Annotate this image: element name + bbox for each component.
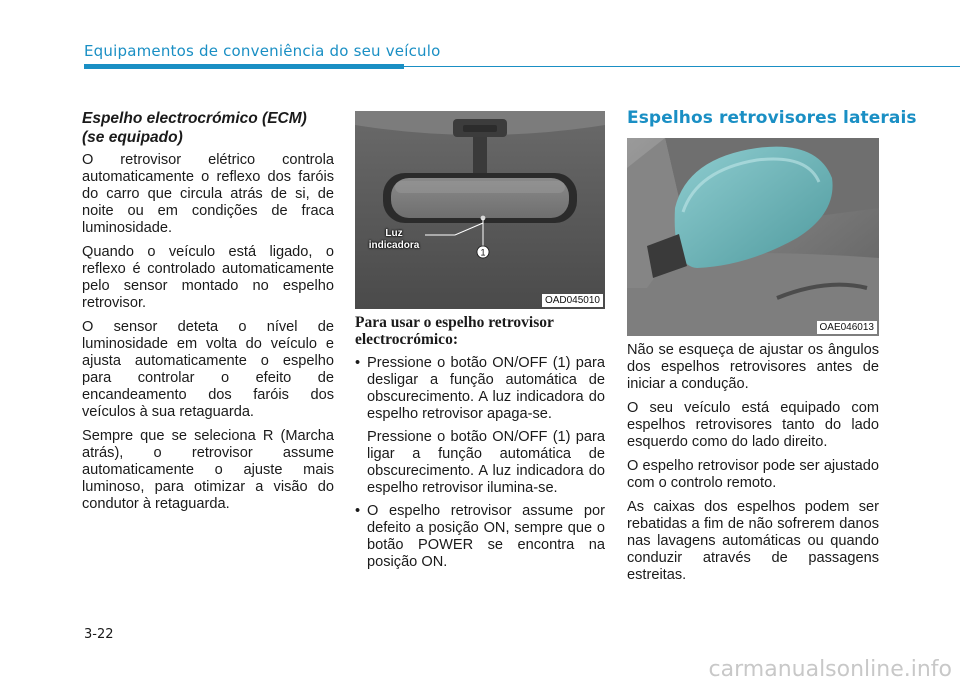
bullet-text-continued: Pressione o botão ON/OFF (1) para ligar a função automática de obscurecimento. A luz indicadora do espelho retrovisor ilumina-se. xyxy=(367,429,605,496)
side-mirror-figure xyxy=(627,138,879,336)
ecm-paragraph-4: Sempre que se seleciona R (Marcha atrás), o retrovisor assume automaticamente o ajuste mais luminoso, para otimizar a visão do condutor à retaguarda. xyxy=(82,428,334,512)
side-mirror-illustration xyxy=(627,138,879,336)
page-number: 3-22 xyxy=(84,627,114,642)
header-rule xyxy=(404,66,960,67)
watermark: carmanualsonline.info xyxy=(708,657,952,682)
indicator-light-label xyxy=(359,228,429,252)
indicator-light-label-line1: Luz xyxy=(385,228,403,239)
side-mirror-paragraph-1: Não se esqueça de ajustar os ângulos dos espelhos retrovisores antes de iniciar a condução. xyxy=(627,342,879,392)
side-mirrors-title: Espelhos retrovisores laterais xyxy=(627,108,917,128)
ecm-paragraph-1: O retrovisor elétrico controla automaticamente o reflexo dos faróis do carro que circula atrás de si, de noite ou em condições de fraca luminosidade. xyxy=(82,152,334,236)
list-item xyxy=(355,355,605,497)
ecm-usage-title: Para usar o espelho retrovisor electrocrómico: xyxy=(355,314,554,348)
rearview-mirror-illustration xyxy=(355,111,605,309)
side-mirror-paragraph-2: O seu veículo está equipado com espelhos retrovisores tanto do lado esquerdo como do lado direito. xyxy=(627,400,879,450)
ecm-paragraph-2: Quando o veículo está ligado, o reflexo é controlado automaticamente pelo sensor montado no espelho retrovisor. xyxy=(82,244,334,311)
ecm-usage-list xyxy=(355,355,605,571)
ecm-subtitle xyxy=(82,109,334,147)
section-header-title: Equipamentos de conveniência do seu veículo xyxy=(84,42,441,60)
ecm-subtitle-line2: (se equipado) xyxy=(82,129,183,146)
header-bar xyxy=(84,64,404,69)
column-ecm xyxy=(82,109,334,520)
rearview-mirror-figure xyxy=(355,111,605,309)
bullet-mark: • xyxy=(355,503,361,519)
figure-code-oae: OAE046013 xyxy=(817,321,878,334)
column-side-mirrors xyxy=(627,342,879,591)
bullet-text: O espelho retrovisor assume por defeito a posição ON, sempre que o botão POWER se encontra na posição ON. xyxy=(367,503,605,570)
figure-code-oad: OAD045010 xyxy=(542,294,603,307)
bullet-mark: • xyxy=(355,355,361,371)
bullet-text: Pressione o botão ON/OFF (1) para desligar a função automática de obscurecimento. A luz indicadora do espelho retrovisor apaga-se. xyxy=(367,355,605,422)
side-mirror-paragraph-3: O espelho retrovisor pode ser ajustado com o controlo remoto. xyxy=(627,458,879,491)
side-mirror-paragraph-4: As caixas dos espelhos podem ser rebatidas a fim de não sofrerem danos nas lavagens automáticas ou quando conduzir através de passagens estreitas. xyxy=(627,499,879,583)
callout-number-1: 1 xyxy=(480,247,486,258)
indicator-light-label-line2: indicadora xyxy=(368,240,420,251)
column-ecm-usage xyxy=(355,314,605,577)
ecm-subtitle-line1: Espelho electrocrómico (ECM) xyxy=(82,110,307,127)
list-item xyxy=(355,503,605,571)
ecm-paragraph-3: O sensor deteta o nível de luminosidade em volta do veículo e ajusta automaticamente o espelho para controlar o efeito de encandeamento dos faróis dos veículos à sua retaguarda. xyxy=(82,319,334,420)
